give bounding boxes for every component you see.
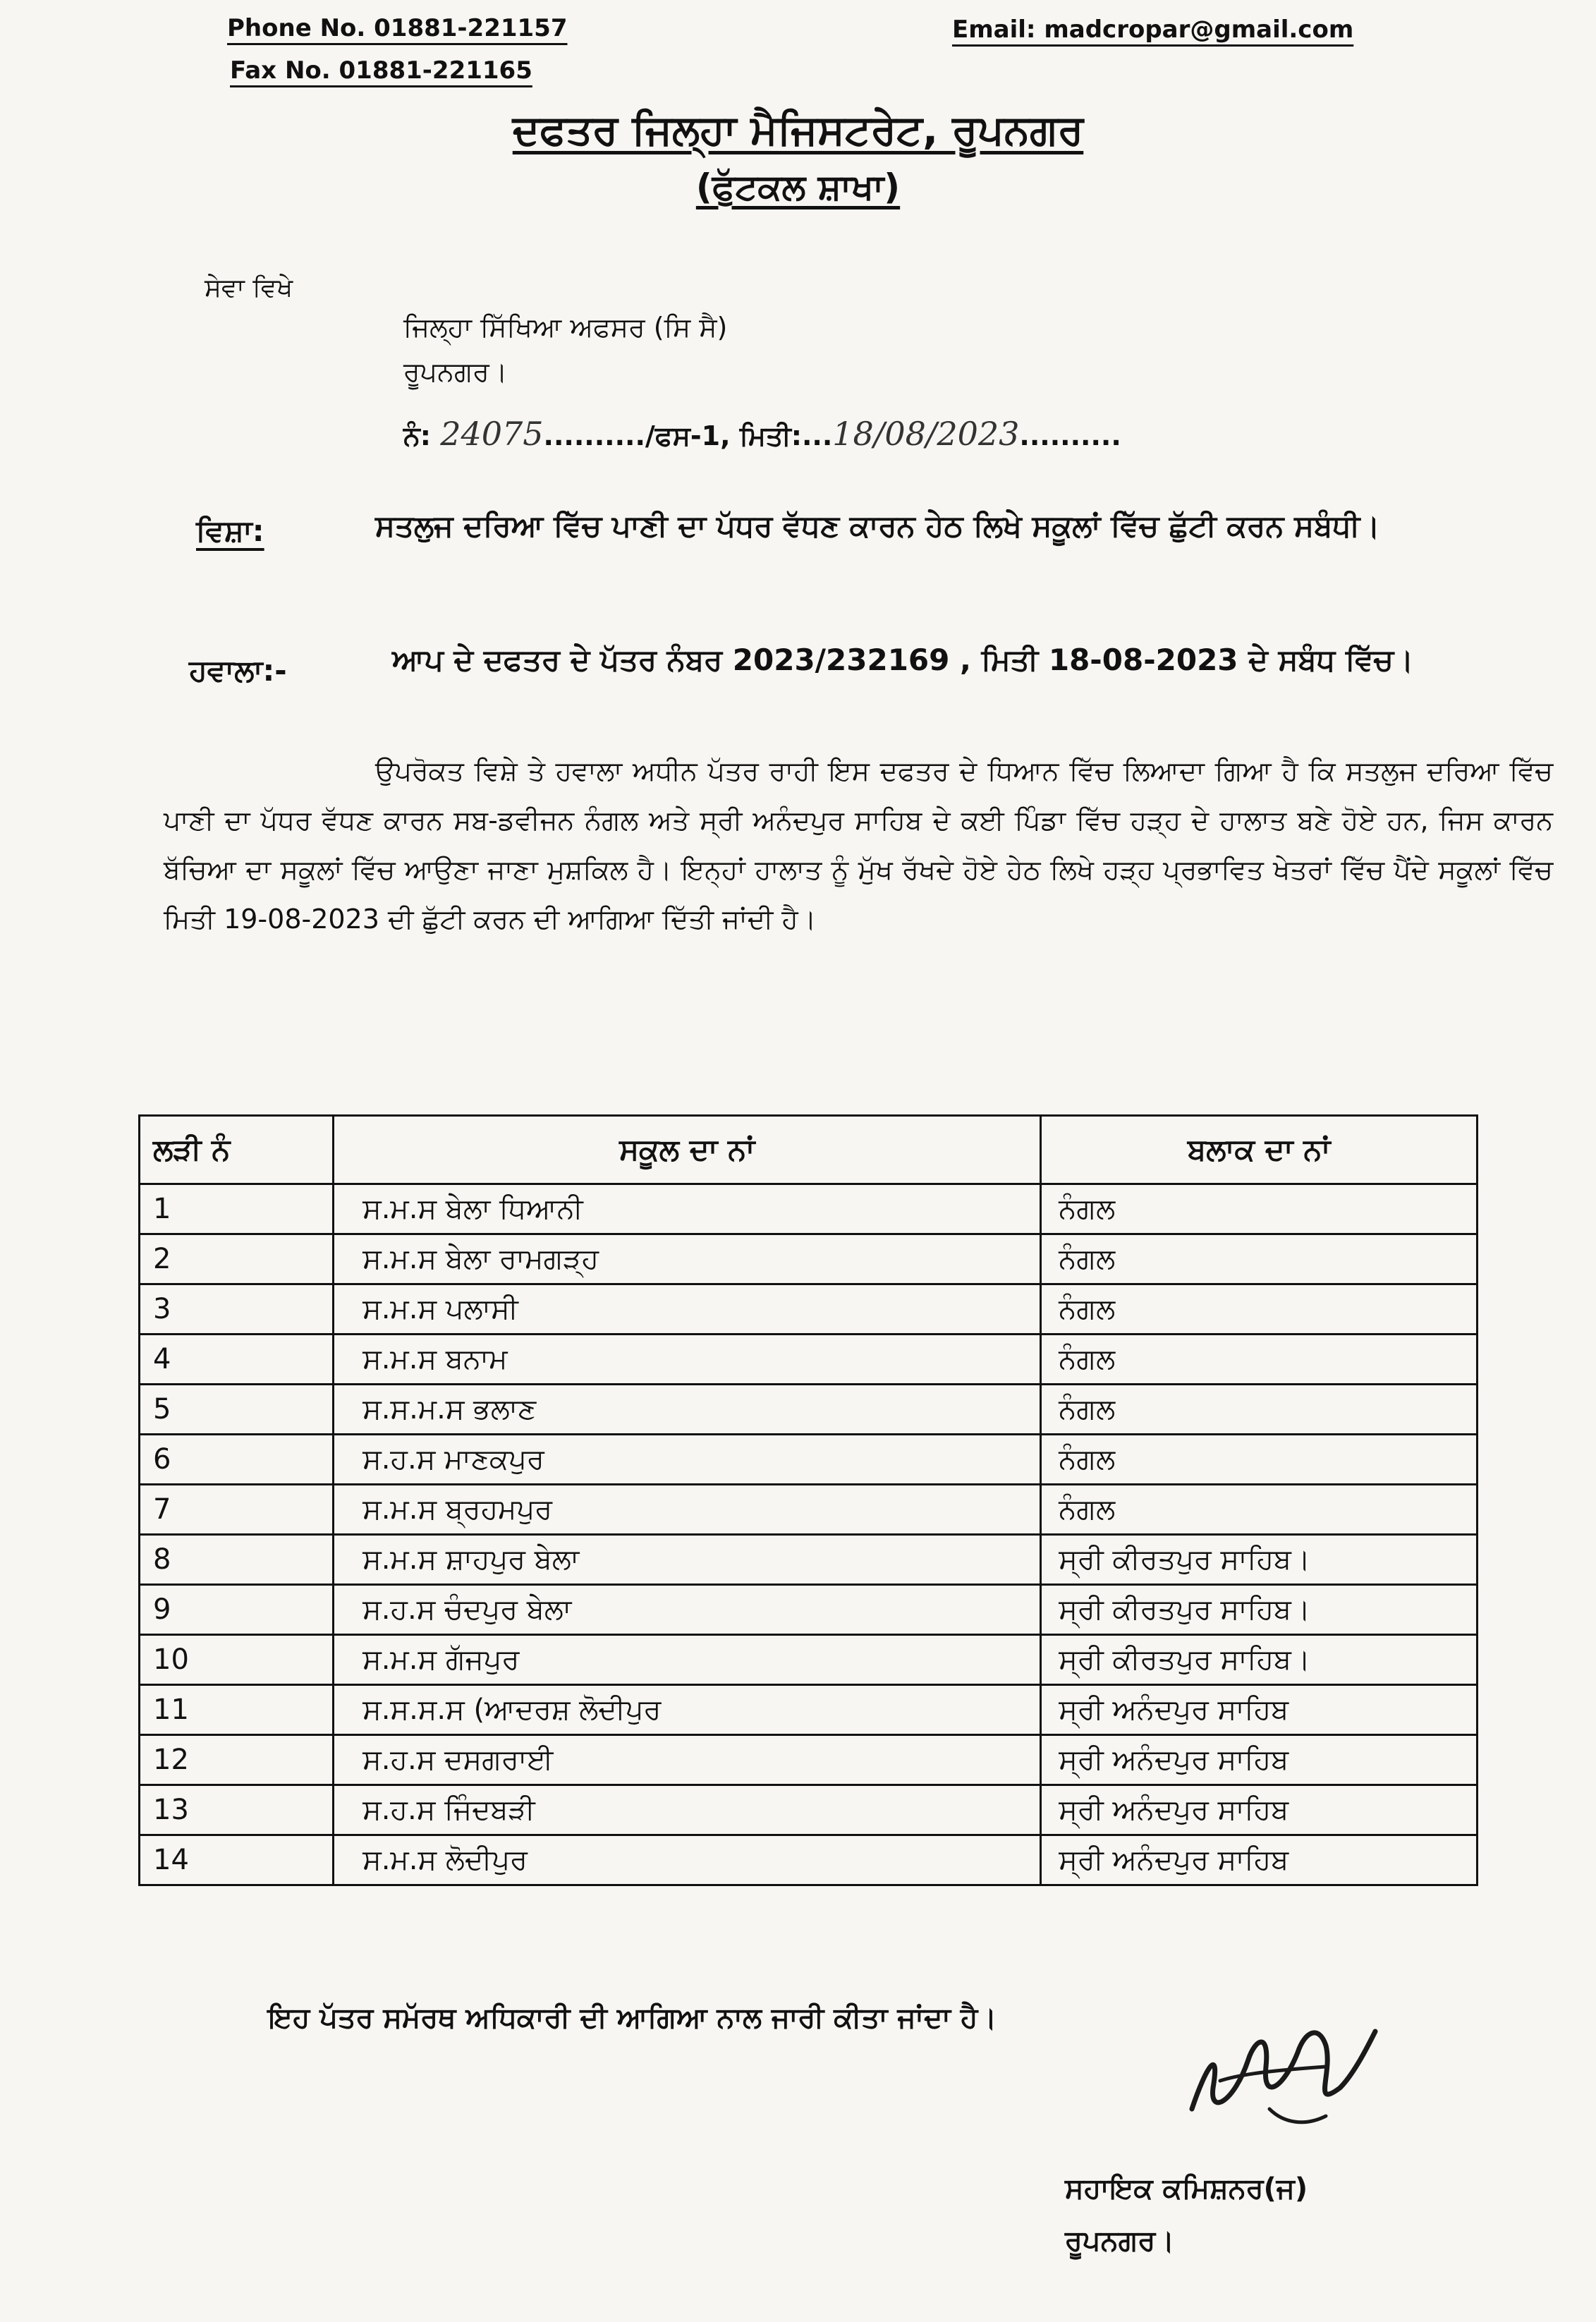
reference-label: ਹਵਾਲਾ:- — [189, 653, 287, 688]
serial-number-cell: 5 — [140, 1385, 334, 1435]
table-header-row — [140, 1116, 1478, 1184]
serial-number-cell: 2 — [140, 1234, 334, 1284]
serial-number-cell: 3 — [140, 1284, 334, 1335]
table-row — [140, 1335, 1478, 1385]
table-row — [140, 1835, 1478, 1885]
block-name-cell: ਸ੍ਰੀ ਅਨੰਦਪੁਰ ਸਾਹਿਬ — [1041, 1685, 1478, 1735]
signatory-place: ਰੂਪਨਗਰ। — [1065, 2225, 1175, 2257]
table-row — [140, 1284, 1478, 1335]
serial-number-cell: 9 — [140, 1585, 334, 1635]
school-name-cell: ਸ.ਹ.ਸ ਚੰਦਪੁਰ ਬੇਲਾ — [334, 1585, 1041, 1635]
block-name-cell: ਸ੍ਰੀ ਕੀਰਤਪੁਰ ਸਾਹਿਬ। — [1041, 1585, 1478, 1635]
office-title: ਦਫਤਰ ਜਿਲ੍ਹਾ ਮੈਜਿਸਟਰੇਟ, ਰੂਪਨਗਰ — [512, 106, 1084, 154]
branch-title: (ਫੁੱਟਕਲ ਸ਼ਾਖਾ) — [695, 166, 901, 207]
school-name-cell: ਸ.ਮ.ਸ ਗੱਜਪੁਰ — [334, 1635, 1041, 1685]
table-row — [140, 1735, 1478, 1785]
table-row — [140, 1685, 1478, 1735]
block-name-cell: ਨੰਗਲ — [1041, 1435, 1478, 1485]
dotted-fill: .......... — [543, 420, 645, 451]
school-name-cell: ਸ.ਮ.ਸ ਬਨਾਮ — [334, 1335, 1041, 1385]
block-name-cell: ਨੰਗਲ — [1041, 1284, 1478, 1335]
letter-number: 24075 — [440, 415, 544, 453]
recipient-place: ਰੂਪਨਗਰ। — [403, 356, 508, 387]
block-name-cell: ਨੰਗਲ — [1041, 1335, 1478, 1385]
serial-number-cell: 4 — [140, 1335, 334, 1385]
column-header-block: ਬਲਾਕ ਦਾ ਨਾਂ — [1041, 1116, 1478, 1184]
subject-label: ਵਿਸ਼ਾ: — [196, 513, 264, 548]
closing-statement: ਇਹ ਪੱਤਰ ਸਮੱਰਥ ਅਧਿਕਾਰੀ ਦੀ ਆਗਿਆ ਨਾਲ ਜਾਰੀ ਕੀਤਾ ਜਾਂਦਾ ਹੈ। — [268, 2002, 997, 2034]
recipient-designation: ਜਿਲ੍ਹਾ ਸਿੱਖਿਆ ਅਫਸਰ (ਸਿ ਸੈ) — [403, 312, 728, 343]
salutation: ਸੇਵਾ ਵਿਖੇ — [205, 274, 293, 303]
subject-text: ਸਤਲੁਜ ਦਰਿਆ ਵਿੱਚ ਪਾਣੀ ਦਾ ਪੱਧਰ ਵੱਧਣ ਕਾਰਨ ਹੇਠ ਲਿਖੇ ਸਕੂਲਾਂ ਵਿੱਚ ਛੁੱਟੀ ਕਰਨ ਸਬੰਧੀ। — [375, 509, 1380, 543]
letter-number-prefix: ਨੰ: — [403, 420, 431, 451]
serial-number-cell: 1 — [140, 1184, 334, 1234]
school-name-cell: ਸ.ਮ.ਸ ਲੋਦੀਪੁਰ — [334, 1835, 1041, 1885]
dotted-fill: ... — [801, 420, 833, 451]
school-name-cell: ਸ.ਹ.ਸ ਜਿੰਦਬੜੀ — [334, 1785, 1041, 1835]
email-address: Email: madcropar@gmail.com — [952, 16, 1354, 44]
school-name-cell: ਸ.ਹ.ਸ ਦਸਗਰਾਈ — [334, 1735, 1041, 1785]
school-name-cell: ਸ.ਮ.ਸ ਬੇਲਾ ਰਾਮਗੜ੍ਹ — [334, 1234, 1041, 1284]
block-name-cell: ਨੰਗਲ — [1041, 1234, 1478, 1284]
body-paragraph: ਉਪਰੋਕਤ ਵਿਸ਼ੇ ਤੇ ਹਵਾਲਾ ਅਧੀਨ ਪੱਤਰ ਰਾਹੀ ਇਸ ਦਫਤਰ ਦੇ ਧਿਆਨ ਵਿੱਚ ਲਿਆਦਾ ਗਿਆ ਹੈ ਕਿ ਸਤਲੁਜ ਦਰਿਆ ਵਿੱਚ ਪਾਣੀ ਦਾ ਪੱਧਰ ਵੱਧਣ ਕਾਰਨ ਸਬ-ਡਵੀਜਨ ਨੰਗਲ ਅਤੇ ਸ੍ਰੀ ਅਨੰਦਪੁਰ ਸਾਹਿਬ ਦੇ ਕਈ ਪਿੰਡਾ ਵਿੱਚ ਹੜ੍ਹ ਦੇ ਹਾਲਾਤ ਬਣੇ ਹੋਏ ਹਨ, ਜਿਸ ਕਾਰਨ ਬੱਚਿਆ ਦਾ ਸਕੂਲਾਂ ਵਿੱਚ ਆਉਣਾ ਜਾਣਾ ਮੁਸ਼ਕਿਲ ਹੈ। ਇਨ੍ਹਾਂ ਹਾਲਾਤ ਨੂੰ ਮੁੱਖ ਰੱਖਦੇ ਹੋਏ ਹੇਠ ਲਿਖੇ ਹੜ੍ਹ ਪ੍ਰਭਾਵਿਤ ਖੇਤਰਾਂ ਵਿੱਚ ਪੈਂਦੇ ਸਕੂਲਾਂ ਵਿੱਚ ਮਿਤੀ 19-08-2023 ਦੀ ਛੁੱਟੀ ਕਰਨ ਦੀ ਆਗਿਆ ਦਿੱਤੀ ਜਾਂਦੀ ਹੈ। — [164, 755, 1553, 935]
signatory-title: ਸਹਾਇਕ ਕਮਿਸ਼ਨਰ(ਜ) — [1065, 2172, 1308, 2205]
block-name-cell: ਸ੍ਰੀ ਕੀਰਤਪੁਰ ਸਾਹਿਬ। — [1041, 1635, 1478, 1685]
serial-number-cell: 8 — [140, 1535, 334, 1585]
table-row — [140, 1234, 1478, 1284]
block-name-cell: ਨੰਗਲ — [1041, 1485, 1478, 1535]
reference-text: ਆਪ ਦੇ ਦਫਤਰ ਦੇ ਪੱਤਰ ਨੰਬਰ 2023/232169 , ਮਿਤੀ 18-08-2023 ਦੇ ਸਬੰਧ ਵਿੱਚ। — [392, 643, 1414, 677]
school-name-cell: ਸ.ਸ.ਸ.ਸ (ਆਦਰਸ਼ ਲੋਦੀਪੁਰ — [334, 1685, 1041, 1735]
school-name-cell: ਸ.ਮ.ਸ ਪਲਾਸੀ — [334, 1284, 1041, 1335]
block-name-cell: ਸ੍ਰੀ ਅਨੰਦਪੁਰ ਸਾਹਿਬ — [1041, 1785, 1478, 1835]
serial-number-cell: 13 — [140, 1785, 334, 1835]
block-name-cell: ਸ੍ਰੀ ਅਨੰਦਪੁਰ ਸਾਹਿਬ — [1041, 1835, 1478, 1885]
serial-number-cell: 11 — [140, 1685, 334, 1735]
column-header-school: ਸਕੂਲ ਦਾ ਨਾਂ — [334, 1116, 1041, 1184]
letter-reference-line — [403, 415, 1121, 453]
school-name-cell: ਸ.ਮ.ਸ ਸ਼ਾਹਪੁਰ ਬੇਲਾ — [334, 1535, 1041, 1585]
table-row — [140, 1535, 1478, 1585]
serial-number-cell: 14 — [140, 1835, 334, 1885]
school-name-cell: ਸ.ਮ.ਸ ਬੇਲਾ ਧਿਆਨੀ — [334, 1184, 1041, 1234]
serial-number-cell: 10 — [140, 1635, 334, 1685]
school-name-cell: ਸ.ਮ.ਸ ਬ੍ਰਹਮਪੁਰ — [334, 1485, 1041, 1535]
table-row — [140, 1635, 1478, 1685]
table-row — [140, 1585, 1478, 1635]
letter-date-prefix: /ਫਸ-1, ਮਿਤੀ: — [645, 420, 802, 451]
table-row — [140, 1184, 1478, 1234]
school-name-cell: ਸ.ਸ.ਮ.ਸ ਭਲਾਣ — [334, 1385, 1041, 1435]
table-row — [140, 1385, 1478, 1435]
schools-table — [138, 1114, 1478, 1886]
serial-number-cell: 6 — [140, 1435, 334, 1485]
dotted-fill: .......... — [1019, 420, 1121, 451]
signature — [1164, 2003, 1403, 2144]
serial-number-cell: 7 — [140, 1485, 334, 1535]
table-row — [140, 1485, 1478, 1535]
table-row — [140, 1785, 1478, 1835]
serial-number-cell: 12 — [140, 1735, 334, 1785]
block-name-cell: ਨੰਗਲ — [1041, 1184, 1478, 1234]
block-name-cell: ਸ੍ਰੀ ਕੀਰਤਪੁਰ ਸਾਹਿਬ। — [1041, 1535, 1478, 1585]
phone-number: Phone No. 01881-221157 — [227, 14, 568, 42]
table-body — [140, 1184, 1478, 1885]
block-name-cell: ਨੰਗਲ — [1041, 1385, 1478, 1435]
letter-date: 18/08/2023 — [832, 415, 1020, 453]
block-name-cell: ਸ੍ਰੀ ਅਨੰਦਪੁਰ ਸਾਹਿਬ — [1041, 1735, 1478, 1785]
column-header-serial: ਲੜੀ ਨੰ — [140, 1116, 334, 1184]
fax-number: Fax No. 01881-221165 — [230, 56, 532, 85]
table-row — [140, 1435, 1478, 1485]
school-name-cell: ਸ.ਹ.ਸ ਮਾਣਕਪੁਰ — [334, 1435, 1041, 1485]
